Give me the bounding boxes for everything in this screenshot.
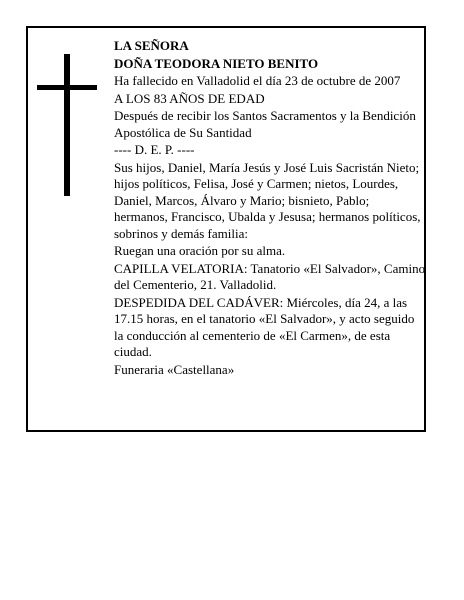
sacraments-statement: Después de recibir los Santos Sacramentos y la Bendición Apostólica de Su Santidad xyxy=(114,108,416,140)
family-list: Sus hijos, Daniel, María Jesús y José Luis Sacristán Nieto; hijos políticos, Felisa, José y Carmen; nietos, Lourdes, Daniel, Marcos, Álvaro y Mario; bisnieto, Pablo; hermanos, Francisco, Ubalda y Jesusa; hermanos políticos, sobrinos y demás familia: xyxy=(114,159,421,241)
chapel-info: CAPILLA VELATORIA: Tanatorio «El Salvador», Camino del Cementerio, 21. Valladolid. xyxy=(114,260,426,292)
age-statement: A LOS 83 AÑOS DE EDAD xyxy=(114,90,265,106)
dep-line: ---- D. E. P. ---- xyxy=(114,142,195,157)
cross-vertical-bar xyxy=(64,54,70,196)
cross-horizontal-bar xyxy=(37,85,97,90)
prayer-request: Ruegan una oración por su alma. xyxy=(114,243,286,258)
notice-title: LA SEÑORA xyxy=(114,38,189,53)
death-statement: Ha fallecido en Valladolid el día 23 de octubre de 2007 xyxy=(114,73,401,88)
deceased-name: DOÑA TEODORA NIETO BENITO xyxy=(114,55,319,71)
obituary-text xyxy=(114,38,426,379)
funeral-home: Funeraria «Castellana» xyxy=(114,361,235,377)
farewell-info: DESPEDIDA DEL CADÁVER: Miércoles, día 24, a las 17.15 horas, en el tanatorio «El Salvador», y acto seguido la conducción al cementerio de «El Carmen», de esta ciudad. xyxy=(114,294,415,359)
